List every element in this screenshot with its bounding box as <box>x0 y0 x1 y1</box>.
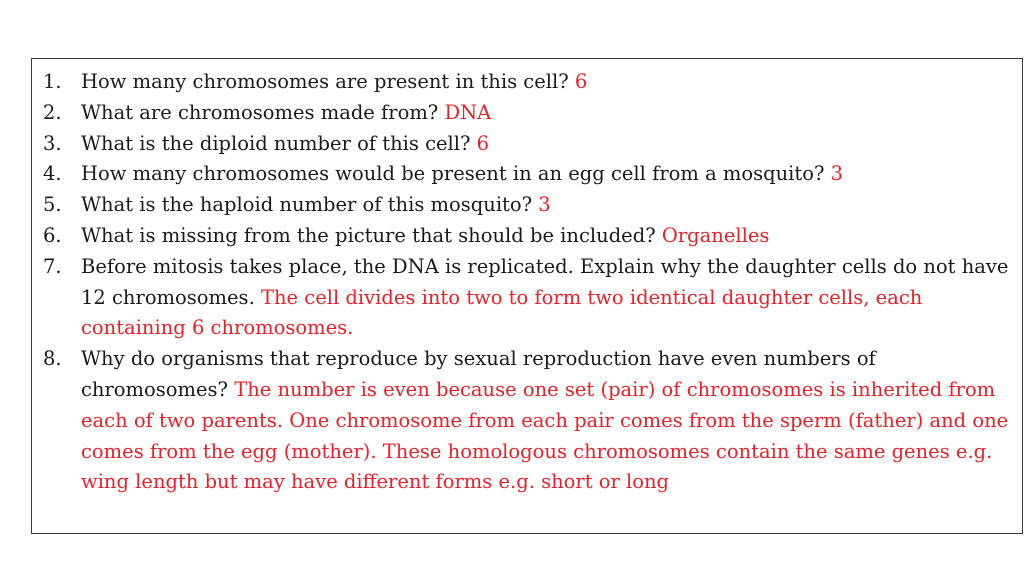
question-box <box>31 58 1023 534</box>
question-item-7 <box>32 252 1012 344</box>
answer-text: 3 <box>830 162 844 186</box>
question-item-2 <box>32 98 1012 129</box>
question-item-8 <box>32 344 1012 498</box>
question-text: How many chromosomes would be present in an egg cell from a mosquito? <box>81 162 825 186</box>
answer-text: Organelles <box>661 223 770 247</box>
question-number: 8. <box>43 347 62 371</box>
question-text: Before mitosis takes place, the DNA is replicated. Explain why the daughter cells do not have 12 chromosomes. <box>81 254 1009 309</box>
question-text: What is missing from the picture that should be included? <box>81 223 656 247</box>
question-text: Why do organisms that reproduce by sexual reproduction have even numbers of chromosomes? <box>81 347 876 401</box>
question-text: What is the haploid number of this mosquito? <box>81 193 533 217</box>
answer-text: The number is even because one set (pair) of chromosomes is inherited from each of two parents. One chromosome from each pair comes from the sperm (father) and one comes from the egg (mother). These homologous chromosomes contain the same genes e.g. wing length but may have different forms e.g. short or long <box>81 377 1009 494</box>
question-number: 3. <box>43 131 62 155</box>
question-list <box>32 67 1012 498</box>
answer-text: 6 <box>574 70 588 93</box>
question-number: 2. <box>43 100 62 124</box>
question-item-3 <box>32 129 1012 160</box>
question-item-6 <box>32 221 1012 252</box>
question-item-4 <box>32 159 1012 190</box>
question-number: 4. <box>43 162 62 186</box>
answer-text: 3 <box>538 193 551 217</box>
question-text: How many chromosomes are present in this cell? <box>81 70 569 93</box>
question-item-5 <box>32 190 1012 221</box>
answer-text: 6 <box>476 131 490 155</box>
answer-text: The cell divides into two to form two identical daughter cells, each containing 6 chromosomes. <box>81 285 923 340</box>
answer-text: DNA <box>444 100 492 124</box>
question-number: 5. <box>43 193 62 217</box>
question-number: 6. <box>43 223 62 247</box>
question-item-1 <box>32 67 1012 98</box>
question-number: 7. <box>43 254 62 278</box>
question-text: What is the diploid number of this cell? <box>81 131 471 155</box>
question-number: 1. <box>43 70 62 93</box>
question-text: What are chromosomes made from? <box>81 100 439 124</box>
